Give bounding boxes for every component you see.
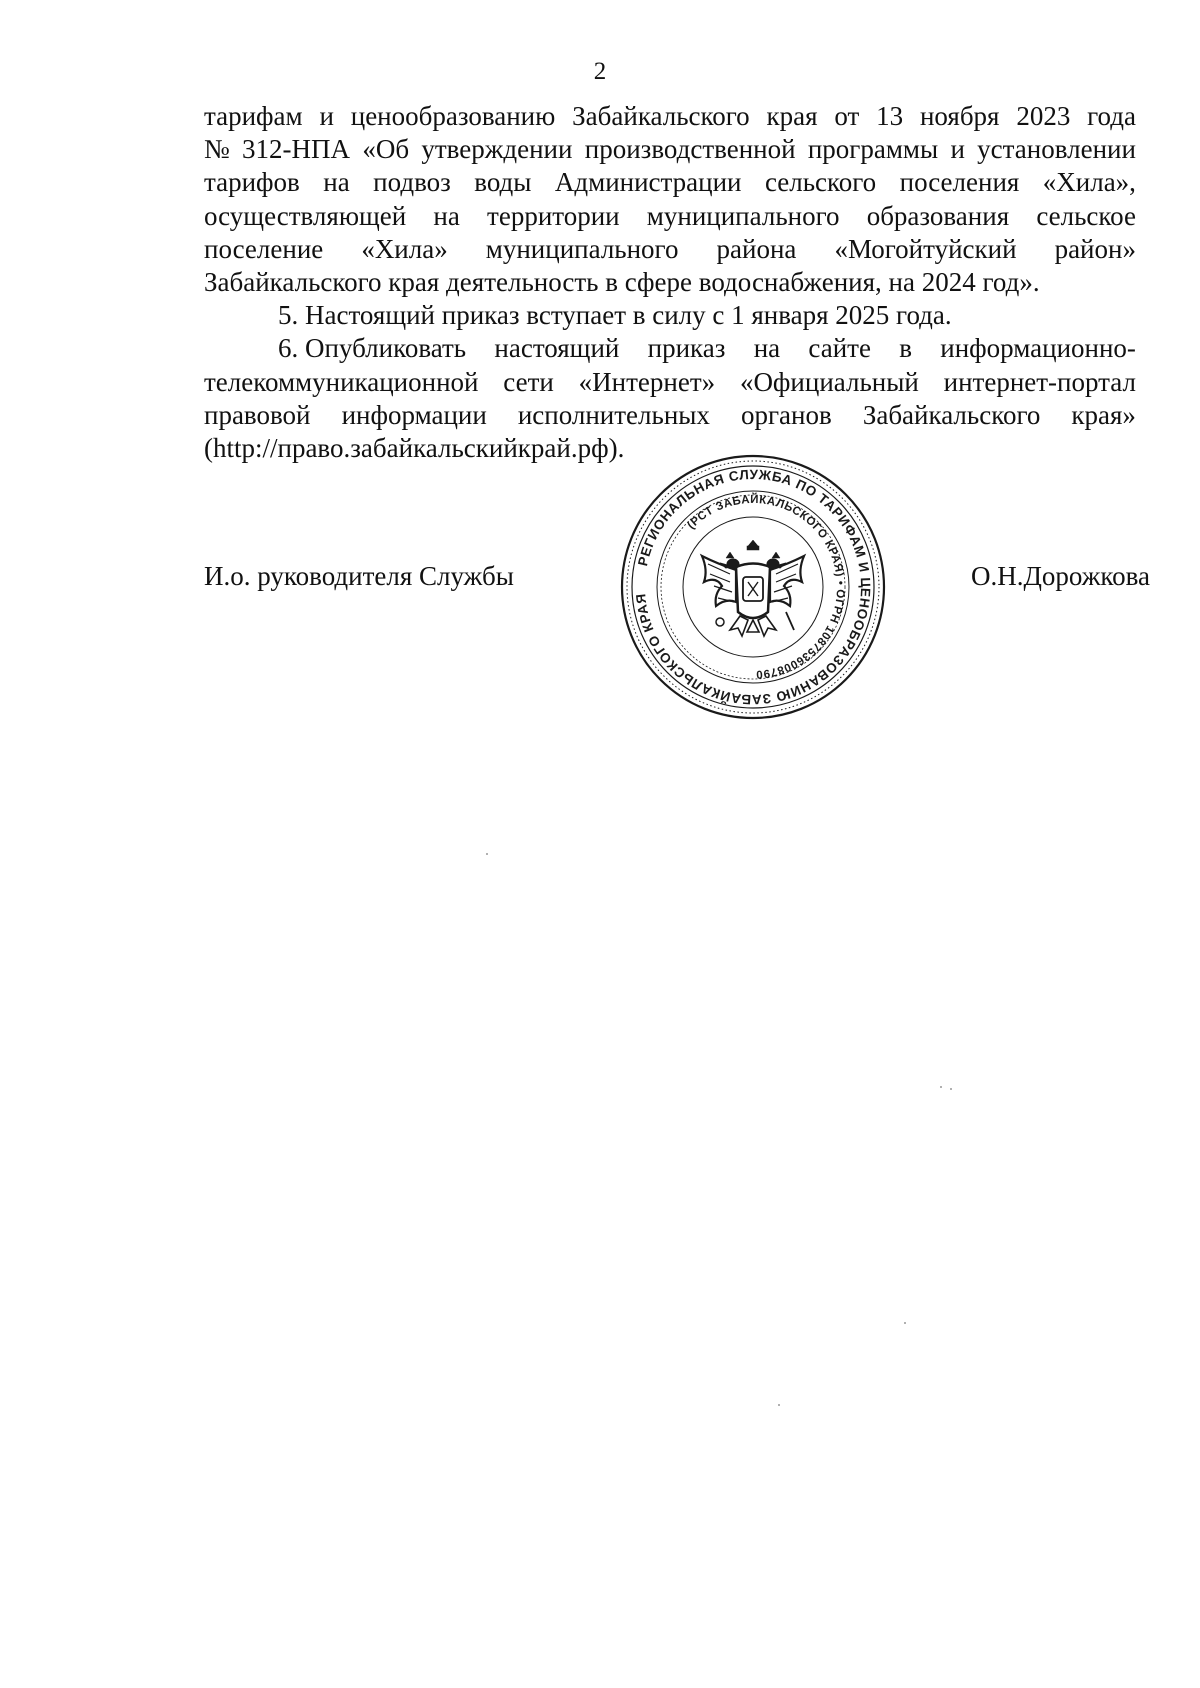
word: края» [1071,399,1136,430]
text-line [204,133,1136,166]
signatory-position: И.о. руководителя Службы [204,561,514,591]
word: тарифам [204,101,303,131]
word: подвоз [373,167,451,198]
word: от [834,101,860,131]
word: сельского [764,167,877,198]
word: сайте [808,333,871,364]
word: правовой [204,399,311,430]
word: тарифов [204,167,300,198]
word: сети [503,366,554,397]
double-headed-eagle-icon [702,540,804,636]
text-line [204,233,1136,266]
scan-speck [778,1404,780,1406]
item-5 [204,299,1136,332]
word: осуществляющей [204,200,407,231]
paragraph-continuation [204,100,1136,299]
scan-speck [950,1088,952,1090]
word: на [433,200,460,231]
seal-inner-ring [683,517,823,657]
text-line [204,166,1136,199]
word: район» [1054,233,1136,264]
seal-ring-3 [657,491,849,683]
text-line [204,100,1136,133]
word: информации [341,399,487,430]
text-line-last: (http://право.забайкальскийкрай.рф). [204,433,625,464]
word: телекоммуникационной [204,366,479,397]
word: на [323,167,350,198]
word: «Официальный [739,366,919,397]
word: «Интернет» [578,366,716,397]
word: края [766,101,818,131]
word: ноября [919,101,1000,131]
word: «Хила», [1042,167,1136,198]
word: поселения [899,167,1020,198]
text-line-last: Забайкальского края деятельность в сфере водоснабжения, на 2024 год». [204,267,1040,298]
seal-graphic [618,452,888,722]
word: установлении [977,134,1136,165]
item-5-text: 5. Настоящий приказ вступает в силу с 1 января 2025 года. [278,300,952,331]
word: воды [474,167,532,198]
text-line [204,332,1136,365]
word: района [716,233,797,264]
word: «Могойтуйский [834,233,1017,264]
word: Забайкальского [572,101,750,131]
signatory-name: О.Н.Дорожкова [970,561,1150,591]
word: производственной [584,134,796,165]
word: муниципального [646,200,840,231]
word: исполнительных [517,399,710,430]
word: 312-НПА [242,134,351,165]
word: муниципального [485,233,679,264]
svg-text:(РСТ ЗАБАЙКАЛЬСКОГО КРАЯ) • ОГ [685,493,846,680]
word: 2023 [1016,101,1071,131]
word: утверждении [421,134,573,165]
word: и [319,101,334,131]
word: образования [866,200,1010,231]
word: сельское [1036,200,1136,231]
word: и [950,134,965,165]
word: информационно- [940,333,1136,364]
word: программы [807,134,939,165]
word: настоящий [494,333,620,364]
word: поселение [204,233,324,264]
text-line [204,399,1136,432]
word: Забайкальского [862,399,1041,430]
scan-speck [486,853,488,855]
word: «Об [362,134,410,165]
word: на [753,333,781,364]
word: приказ [647,333,726,364]
page-number: 2 [593,58,607,85]
document-body [204,100,1136,465]
word: территории [487,200,620,231]
word: Администрации [554,167,742,198]
text-line [204,366,1136,399]
word: 13 [876,101,904,131]
text-line [204,200,1136,233]
item-6 [204,332,1136,465]
seal-inner-text: (РСТ ЗАБАЙКАЛЬСКОГО КРАЯ) • ОГРН 1087536008790 [685,493,847,681]
word: 6. Опубликовать [278,333,467,364]
word: года [1087,101,1136,131]
word: № [204,134,230,165]
word: в [899,333,912,364]
scan-speck [940,1086,942,1088]
word: органов [740,399,832,430]
word: ценообразованию [350,101,556,131]
word: «Хила» [361,233,448,264]
seal-outer-text: РЕГИОНАЛЬНАЯ СЛУЖБА ПО ТАРИФАМ И ЦЕНООБРАЗОВАНИЮ ЗАБАЙКАЛЬСКОГО КРАЯ [633,466,874,708]
word: интернет-портал [943,366,1136,397]
scan-speck [904,1322,906,1324]
official-seal [618,452,888,722]
